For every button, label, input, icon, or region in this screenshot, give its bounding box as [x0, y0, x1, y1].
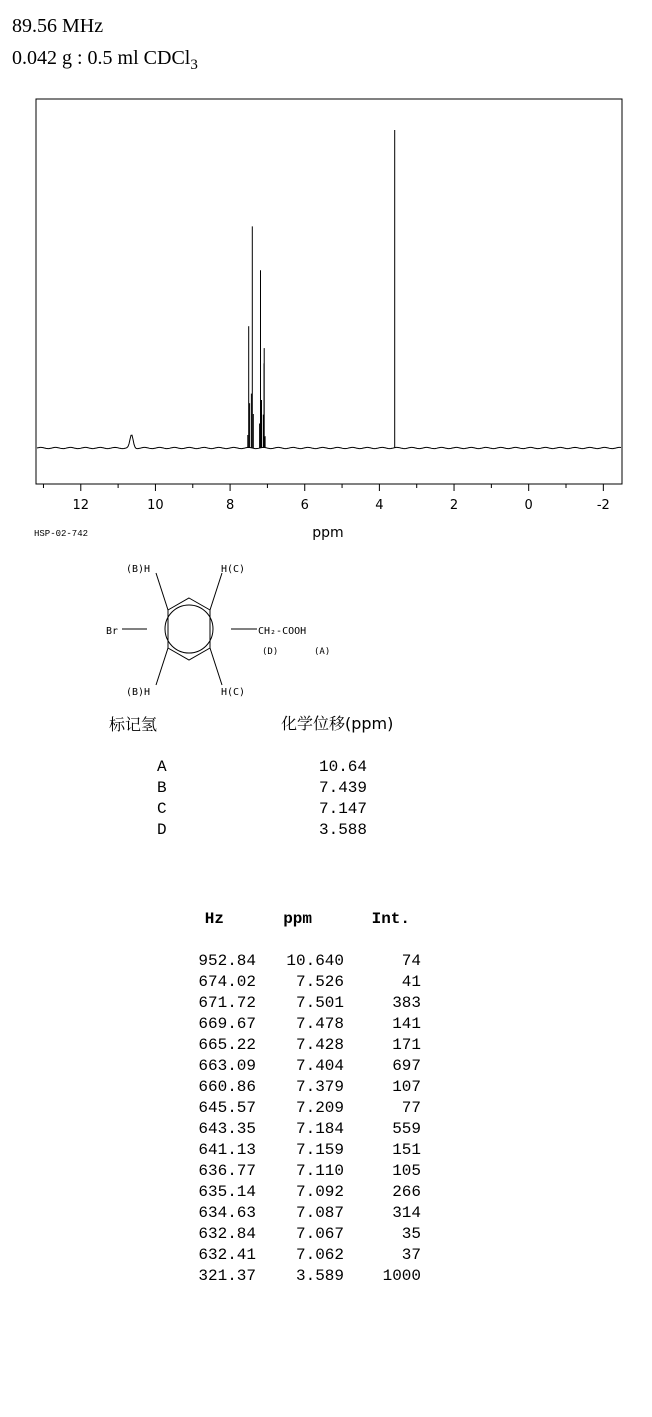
peak-intensity: 107 [392, 1078, 421, 1096]
peak-hz: 321.37 [198, 1267, 256, 1285]
peak-intensity: 171 [392, 1036, 421, 1054]
peak-hz: 635.14 [198, 1183, 256, 1201]
peak-intensity: 697 [392, 1057, 421, 1075]
peak-intensity: 559 [392, 1120, 421, 1138]
ring-circle [165, 605, 213, 653]
peak-ppm: 7.159 [295, 1141, 344, 1159]
label-d: (D) [262, 647, 279, 657]
peak-hz: 634.63 [198, 1204, 256, 1222]
peak-ppm: 7.428 [295, 1036, 344, 1054]
label-br: Br [106, 626, 119, 637]
benzene-ring [122, 573, 257, 685]
assignment-shift-header: 化学位移(ppm) [281, 714, 394, 733]
sample-text: 0.042 g : 0.5 ml CDCl [12, 47, 191, 69]
x-tick-label: 8 [225, 498, 235, 513]
peak-ppm: 7.092 [295, 1183, 344, 1201]
peak-table-row [0, 1036, 652, 1057]
peak-hz: 632.84 [198, 1225, 256, 1243]
x-tick-label: 6 [300, 498, 309, 513]
label-a: (A) [314, 647, 331, 657]
peak-ppm: 7.110 [295, 1162, 344, 1180]
peak-hz: 663.09 [198, 1057, 256, 1075]
peak-hz: 632.41 [198, 1246, 256, 1264]
assignment-label: C [157, 800, 167, 818]
peak-ppm: 7.379 [295, 1078, 344, 1096]
x-tick-label: -2 [596, 498, 610, 513]
assignment-label: D [157, 821, 167, 839]
peak-ppm: 7.062 [295, 1246, 344, 1264]
x-tick-label: 2 [449, 498, 459, 513]
peak-table-row [0, 1141, 652, 1162]
peak-table-row [0, 994, 652, 1015]
peak-intensity: 35 [401, 1225, 421, 1243]
peak-hz: 643.35 [198, 1120, 256, 1138]
peak-table-row [0, 952, 652, 973]
peak-ppm: 7.526 [295, 973, 344, 991]
peak-ppm: 7.184 [295, 1120, 344, 1138]
peak-ppm: 7.478 [295, 1015, 344, 1033]
peak-intensity: 266 [392, 1183, 421, 1201]
peak-hz: 671.72 [198, 994, 256, 1012]
peak-hz: 665.22 [198, 1036, 256, 1054]
peak-hz: 674.02 [198, 973, 256, 991]
peak-hz: 645.57 [198, 1099, 256, 1117]
peak-table-row [0, 1057, 652, 1078]
assignment-shift: 7.439 [318, 779, 367, 797]
x-tick-label: 10 [147, 498, 164, 513]
assignment-label: A [157, 758, 167, 776]
peak-hz: 636.77 [198, 1162, 256, 1180]
peak-ppm: 7.501 [295, 994, 344, 1012]
peak-table-row [0, 1225, 652, 1246]
header-ppm: ppm [283, 910, 312, 928]
peak-intensity: 41 [401, 973, 421, 991]
peak-ppm: 7.209 [295, 1099, 344, 1117]
bond-bh-top [156, 573, 168, 610]
peak-ppm: 7.404 [295, 1057, 344, 1075]
peak-intensity: 314 [392, 1204, 421, 1222]
peak-intensity: 74 [401, 952, 421, 970]
peak-table-row [0, 1099, 652, 1120]
assignment-shift: 7.147 [318, 800, 367, 818]
spectrum-code: HSP-02-742 [34, 529, 89, 539]
peak-table-row [0, 1204, 652, 1225]
molecule-structure [0, 555, 400, 705]
peak-hz: 641.13 [198, 1141, 256, 1159]
assignment-label: B [157, 779, 167, 797]
x-tick-label: 4 [375, 498, 384, 513]
label-bh-bottom: (B)H [126, 687, 151, 698]
peak-intensity: 141 [392, 1015, 421, 1033]
assignment-label-header: 标记氢 [109, 715, 158, 734]
peak-table-row [0, 1267, 652, 1288]
peak-table-row [0, 1120, 652, 1141]
peak-table-row [0, 1246, 652, 1267]
x-axis-ticks [43, 484, 603, 491]
assignment-shift: 3.588 [318, 821, 367, 839]
peak-intensity: 105 [392, 1162, 421, 1180]
bond-ch-bottom [210, 648, 222, 685]
bond-ch-top [210, 573, 222, 610]
x-axis-label: ppm [312, 525, 344, 541]
x-tick-label: 0 [524, 498, 533, 513]
frequency-label: 89.56 MHz [12, 15, 104, 37]
header-int: Int. [371, 910, 410, 928]
header-hz: Hz [204, 910, 224, 928]
peak-hz: 660.86 [198, 1078, 256, 1096]
spectrum-trace [37, 435, 621, 448]
peak-ppm: 3.589 [295, 1267, 344, 1285]
peak-ppm: 7.087 [295, 1204, 344, 1222]
spectrum-peaks [248, 130, 395, 448]
peak-table-row [0, 1015, 652, 1036]
peak-ppm: 10.640 [286, 952, 344, 970]
assignment-shift: 10.64 [318, 758, 367, 776]
peak-intensity: 77 [401, 1099, 421, 1117]
peak-intensity: 151 [392, 1141, 421, 1159]
bond-bh-bottom [156, 648, 168, 685]
peak-table-row [0, 1162, 652, 1183]
peak-intensity: 383 [392, 994, 421, 1012]
peak-table-row [0, 1183, 652, 1204]
label-ch-top: H(C) [221, 564, 246, 575]
peak-ppm: 7.067 [295, 1225, 344, 1243]
peak-intensity: 1000 [382, 1267, 421, 1285]
nmr-spectrum-chart [0, 0, 652, 545]
label-bh-top: (B)H [126, 564, 151, 575]
label-ch2cooh: CH₂-COOH [258, 626, 307, 637]
sample-subscript: 3 [190, 57, 198, 73]
ring-hexagon [168, 598, 210, 660]
label-ch-bottom: H(C) [221, 687, 246, 698]
peak-table-row [0, 973, 652, 994]
plot-frame [36, 99, 622, 484]
peak-table-header [0, 910, 652, 931]
peak-hz: 952.84 [198, 952, 256, 970]
x-tick-label: 12 [72, 498, 90, 513]
peak-hz: 669.67 [198, 1015, 256, 1033]
x-axis-tick-labels [73, 498, 610, 513]
peak-table-row [0, 1078, 652, 1099]
peak-intensity: 37 [401, 1246, 421, 1264]
